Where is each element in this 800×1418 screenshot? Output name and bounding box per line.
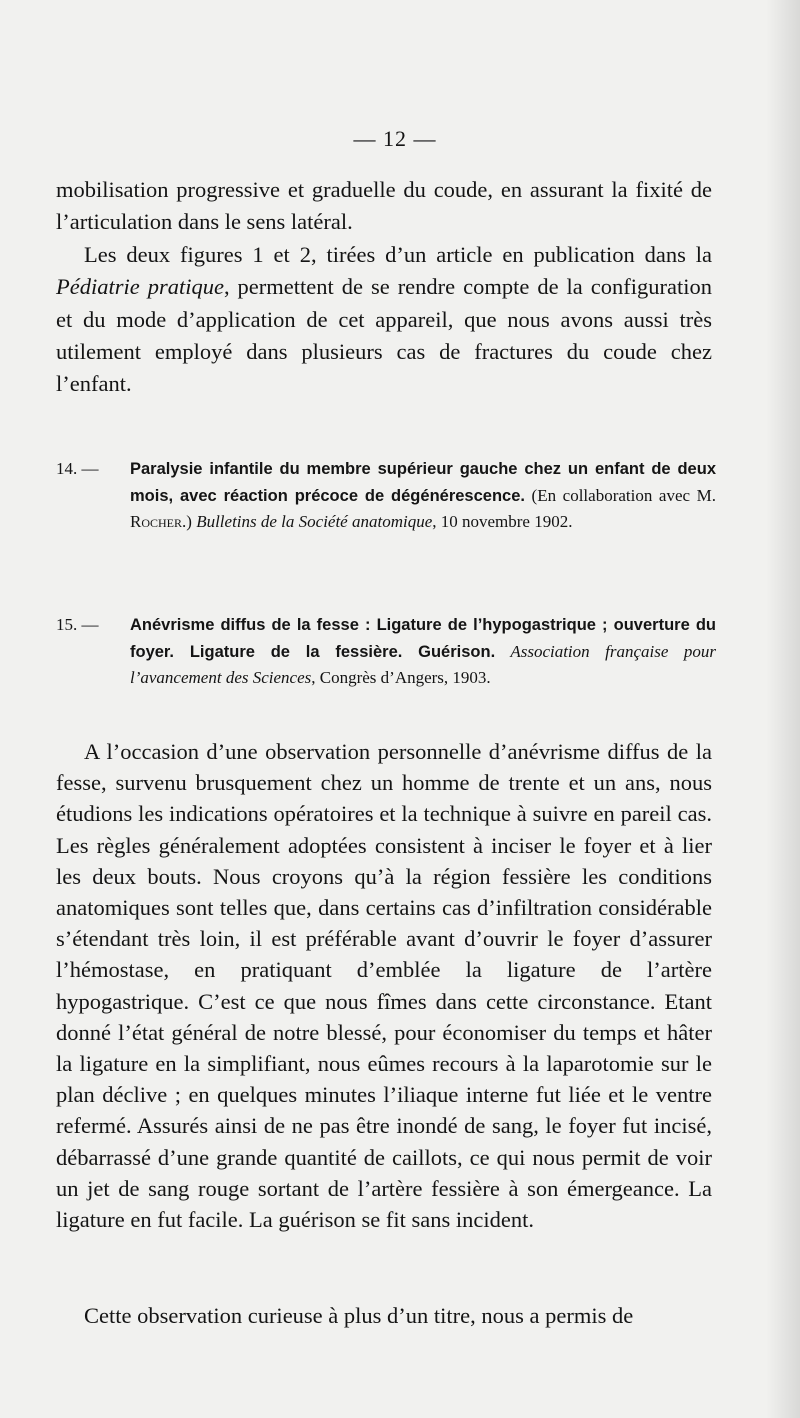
- intro-journal-title: Pédiatrie pratique: [56, 274, 224, 300]
- intro-paragraph-figures: [56, 239, 712, 401]
- entry-body: [130, 612, 716, 691]
- page-edge-shadow: [766, 0, 800, 1418]
- entry-date: , Congrès d’Angers, 1903.: [311, 668, 491, 688]
- entry-number: 15. —: [56, 615, 99, 634]
- intro-paragraph-continuation: mobilisation progressive et graduelle du coude, en assurant la fixité de l’articulation dans le sens latéral.: [56, 177, 712, 235]
- intro-figures-text-b: , permettent de se rendre compte de la configuration et du mode d’application de cet appareil, que nous avons aussi très utilement employé dans plusieurs cas de fractures du coude chez l’enfant.: [56, 274, 712, 397]
- entry-collaboration-a: (En collaboration avec M.: [524, 485, 716, 505]
- body-section: [56, 736, 712, 1235]
- entry-title: Anévrisme diffus de la fesse : Ligature de l’hypogastrique ; ouverture du foyer. Ligature de la fessière. Guérison.: [130, 616, 716, 661]
- body-paragraph-final: Cette observation curieuse à plus d’un titre, nous a permis de: [84, 1303, 634, 1328]
- entry-date: , 10 novembre 1902.: [432, 512, 573, 532]
- body-paragraph-observation: A l’occasion d’une observation personnelle d’anévrisme diffus de la fesse, survenu brusquement chez un homme de trente et un ans, nous étudions les indications opératoires et la technique à suivre en pareil cas. Les règles généralement adoptées consistent à inciser le foyer et à lier les deux bouts. Nous croyons qu’à la région fessière les conditions anatomiques sont telles que, dans certains cas d’infiltration considérable s’étendant très loin, il est préférable avant d’ouvrir le foyer d’assurer l’hémostase, en pratiquant d’emblée la ligature de l’artère hypogastrique. C’est ce que nous fîmes dans cette circonstance. Etant donné l’état général de notre blessé, pour économiser du temps et hâter la ligature en la simplifiant, nous eûmes recours à la laparotomie sur le plan déclive ; en quelques minutes l’iliaque interne fut liée et le ventre refermé. Assurés ainsi de ne pas être inondé de sang, le foyer fut incisé, débarrassé d’une grande quantité de caillots, ce qui nous permit de voir un jet de sang rouge sortant de l’artère fessière à son émergeance. La ligature en fut facile. La guérison se fit sans incident.: [56, 739, 712, 1233]
- entry-journal: Association française pour l’avancement des Sciences: [130, 641, 716, 688]
- intro-figures-text-a: Les deux figures 1 et 2, tirées d’un article en publication dans la: [84, 241, 712, 267]
- entry-collaborator-name: Rocher: [130, 512, 183, 532]
- page-number: — 12 —: [353, 126, 437, 151]
- bibliography-entry-14: [56, 456, 716, 535]
- entry-title: Paralysie infantile du membre supérieur gauche chez un enfant de deux mois, avec réaction précoce de dégénérescence.: [130, 460, 716, 505]
- entry-journal: Bulletins de la Société anatomique: [196, 512, 433, 532]
- entry-collaboration-b: .): [182, 512, 197, 532]
- body-section-continued: [56, 1300, 712, 1332]
- entry-number: 14. —: [56, 459, 99, 478]
- intro-section: [56, 174, 712, 401]
- bibliography-entry-15: [56, 612, 716, 691]
- entry-body: [130, 456, 716, 535]
